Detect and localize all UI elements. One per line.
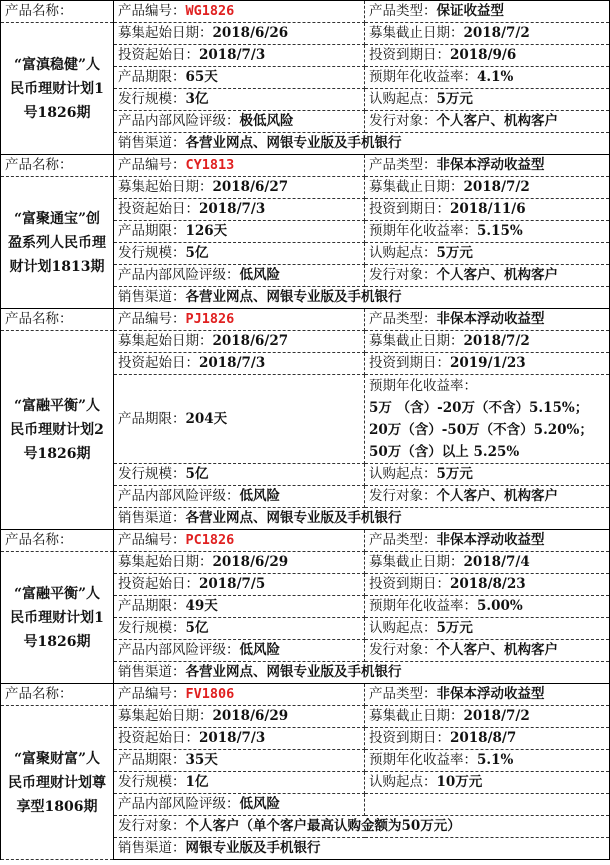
field-label: 投资起始日：	[118, 355, 199, 371]
field-value: 各营业网点、网银专业版及手机银行	[185, 135, 402, 151]
field-cell	[365, 89, 610, 111]
field-value: 5万元	[436, 91, 473, 107]
product-header-row	[1, 155, 610, 177]
field-label: 产品编号：	[118, 3, 186, 19]
field-cell	[365, 552, 610, 574]
field-label: 投资起始日：	[118, 730, 199, 746]
field-label: 产品期限：	[118, 752, 186, 768]
field-value: 5.00%	[477, 598, 523, 614]
field-cell	[114, 838, 610, 860]
field-value: 2018/7/2	[463, 333, 530, 349]
product-code: WG1826	[185, 3, 235, 19]
field-label: 投资起始日：	[118, 47, 199, 63]
field-value: 2018/6/29	[212, 554, 289, 570]
field-label: 募集截止日期：	[369, 333, 464, 349]
field-value: 5万元	[436, 620, 473, 636]
field-label: 认购起点：	[369, 466, 437, 482]
field-label: 发行对象：	[369, 267, 437, 283]
product-type-cell	[365, 155, 610, 177]
field-cell	[114, 486, 365, 508]
field-value: 2018/6/27	[212, 333, 289, 349]
field-value: 2018/7/3	[199, 355, 266, 371]
product-name-label: 产品名称：	[1, 309, 114, 331]
field-value: 网银专业版及手机银行	[185, 840, 321, 856]
field-label: 产品编号：	[118, 311, 186, 327]
rate-tier: 50万（含）以上 5.25%	[369, 444, 520, 460]
field-value: 126天	[185, 223, 228, 239]
field-label: 发行规模：	[118, 466, 186, 482]
field-value: 2018/9/6	[450, 47, 517, 63]
field-value: 各营业网点、网银专业版及手机银行	[185, 664, 402, 680]
product-code-cell	[114, 530, 365, 552]
field-label: 募集起始日期：	[118, 25, 213, 41]
field-label: 销售渠道：	[118, 135, 186, 151]
field-cell	[365, 772, 610, 794]
field-value: 5亿	[185, 620, 209, 636]
field-cell	[114, 67, 365, 89]
field-label: 销售渠道：	[118, 840, 186, 856]
field-cell	[114, 464, 365, 486]
field-label: 发行对象：	[118, 818, 186, 834]
field-value: 10万元	[436, 774, 483, 790]
field-value: 5.15%	[477, 223, 523, 239]
field-label: 产品编号：	[118, 157, 186, 173]
field-label: 销售渠道：	[118, 289, 186, 305]
product-name-label: 产品名称：	[1, 1, 114, 23]
table-row	[1, 23, 610, 45]
product-header-row	[1, 530, 610, 552]
table-body	[1, 1, 610, 860]
field-label: 预期年化收益率：	[369, 69, 477, 85]
field-cell	[114, 133, 610, 155]
product-type-cell	[365, 530, 610, 552]
field-label: 发行规模：	[118, 245, 186, 261]
field-label: 投资到期日：	[369, 576, 450, 592]
field-value: 2018/7/2	[463, 25, 530, 41]
field-cell	[114, 331, 365, 353]
field-value: 极低风险	[239, 113, 294, 129]
field-cell	[365, 221, 610, 243]
field-value: 2018/7/4	[463, 554, 530, 570]
product-code: PJ1826	[185, 311, 235, 327]
field-cell	[365, 728, 610, 750]
field-cell	[114, 89, 365, 111]
field-cell	[114, 596, 365, 618]
field-label: 发行对象：	[369, 488, 437, 504]
field-label: 认购起点：	[369, 91, 437, 107]
field-label: 产品内部风险评级：	[118, 642, 240, 658]
product-type: 非保本浮动收益型	[436, 311, 545, 327]
field-value: 65天	[185, 69, 218, 85]
field-cell	[114, 221, 365, 243]
product-type-cell	[365, 1, 610, 23]
product-header-row	[1, 309, 610, 331]
field-value: 2018/6/27	[212, 179, 289, 195]
field-cell	[365, 199, 610, 221]
product-type: 保证收益型	[436, 3, 504, 19]
field-value: 个人客户、机构客户	[436, 642, 558, 658]
field-label: 募集截止日期：	[369, 708, 464, 724]
field-value: 1亿	[185, 774, 209, 790]
field-label: 预期年化收益率：	[369, 223, 477, 239]
product-title: “富滇稳健”人民币理财计划1号1826期	[1, 23, 114, 155]
field-value: 个人客户（单个客户最高认购金额为50万元）	[185, 818, 461, 834]
field-value: 2018/7/2	[463, 708, 530, 724]
field-cell	[114, 574, 365, 596]
field-value: 2018/8/23	[450, 576, 526, 592]
field-cell	[365, 111, 610, 133]
field-label: 产品编号：	[118, 532, 186, 548]
field-label: 产品类型：	[369, 311, 437, 327]
field-value: 低风险	[239, 488, 280, 504]
table-row	[1, 331, 610, 353]
field-label: 产品期限：	[118, 223, 186, 239]
field-value: 2018/7/2	[463, 179, 530, 195]
field-label: 产品内部风险评级：	[118, 796, 240, 812]
field-value: 2019/1/23	[450, 355, 526, 371]
field-label: 预期年化收益率：	[369, 598, 477, 614]
field-label: 销售渠道：	[118, 664, 186, 680]
field-value: 5亿	[185, 245, 209, 261]
field-label: 投资起始日：	[118, 201, 199, 217]
field-value: 各营业网点、网银专业版及手机银行	[185, 510, 402, 526]
field-cell	[365, 750, 610, 772]
product-title: “富融平衡”人民币理财计划2号1826期	[1, 331, 114, 530]
field-cell	[365, 353, 610, 375]
product-code-cell	[114, 684, 365, 706]
field-label: 产品内部风险评级：	[118, 267, 240, 283]
rate-tier: 20万（含）-50万（不含）5.20%；	[369, 422, 593, 438]
field-cell	[114, 177, 365, 199]
field-label: 产品类型：	[369, 686, 437, 702]
field-label: 投资到期日：	[369, 355, 450, 371]
field-label: 募集截止日期：	[369, 25, 464, 41]
product-title: “富聚财富”人民币理财计划尊享型1806期	[1, 706, 114, 860]
field-cell	[114, 23, 365, 45]
field-value: 2018/7/5	[199, 576, 266, 592]
field-cell	[114, 353, 365, 375]
field-cell	[114, 706, 365, 728]
field-cell	[114, 199, 365, 221]
field-label: 产品类型：	[369, 532, 437, 548]
product-title: “富融平衡”人民币理财计划1号1826期	[1, 552, 114, 684]
field-value: 5万元	[436, 245, 473, 261]
field-value: 204天	[185, 410, 228, 427]
field-label: 发行对象：	[369, 642, 437, 658]
field-label: 产品期限：	[118, 69, 186, 85]
field-label: 投资起始日：	[118, 576, 199, 592]
field-value: 2018/8/7	[450, 730, 517, 746]
field-label: 投资到期日：	[369, 47, 450, 63]
field-cell	[365, 67, 610, 89]
field-cell	[114, 111, 365, 133]
field-cell	[365, 618, 610, 640]
product-code: PC1826	[185, 532, 235, 548]
field-label: 认购起点：	[369, 245, 437, 261]
field-cell	[114, 552, 365, 574]
field-value: 2018/6/29	[212, 708, 289, 724]
field-cell	[365, 23, 610, 45]
product-code-cell	[114, 309, 365, 331]
product-code: FV1806	[185, 686, 235, 702]
field-cell	[114, 265, 365, 287]
field-label: 投资到期日：	[369, 730, 450, 746]
field-value: 49天	[185, 598, 218, 614]
field-label: 发行规模：	[118, 620, 186, 636]
product-code: CY1813	[185, 157, 235, 173]
field-value: 5万元	[436, 466, 473, 482]
product-header-row	[1, 684, 610, 706]
field-value: 个人客户、机构客户	[436, 267, 558, 283]
field-cell	[365, 177, 610, 199]
field-label: 产品类型：	[369, 157, 437, 173]
field-value: 2018/7/3	[199, 47, 266, 63]
field-cell	[114, 750, 365, 772]
field-value: 2018/11/6	[450, 201, 526, 217]
field-value: 2018/7/3	[199, 730, 266, 746]
field-cell	[365, 574, 610, 596]
product-name-label: 产品名称：	[1, 684, 114, 706]
field-label: 预期年化收益率：	[369, 752, 477, 768]
product-name-label: 产品名称：	[1, 530, 114, 552]
field-label: 认购起点：	[369, 620, 437, 636]
field-value: 低风险	[239, 267, 280, 283]
field-label: 预期年化收益率：	[369, 378, 477, 394]
field-value: 3亿	[185, 91, 209, 107]
field-cell	[114, 618, 365, 640]
field-cell	[365, 486, 610, 508]
field-cell	[114, 772, 365, 794]
product-type: 非保本浮动收益型	[436, 686, 545, 702]
field-label: 销售渠道：	[118, 510, 186, 526]
field-cell	[114, 45, 365, 67]
field-cell	[114, 375, 365, 464]
field-value: 个人客户、机构客户	[436, 488, 558, 504]
field-label: 产品期限：	[118, 410, 186, 427]
field-cell	[114, 816, 610, 838]
field-cell	[365, 640, 610, 662]
field-label: 产品类型：	[369, 3, 437, 19]
rate-tier: 5万 （含）-20万（不含）5.15%；	[369, 400, 589, 416]
table-row	[1, 552, 610, 574]
field-cell	[365, 706, 610, 728]
field-label: 产品期限：	[118, 598, 186, 614]
field-cell	[114, 243, 365, 265]
field-cell	[114, 287, 610, 309]
field-cell	[365, 464, 610, 486]
field-cell	[365, 331, 610, 353]
product-name-label: 产品名称：	[1, 155, 114, 177]
field-cell	[365, 794, 610, 816]
product-title: “富聚通宝”创盈系列人民币理财计划1813期	[1, 177, 114, 309]
field-label: 募集起始日期：	[118, 554, 213, 570]
field-value: 个人客户、机构客户	[436, 113, 558, 129]
field-value: 4.1%	[477, 69, 514, 85]
field-cell	[114, 728, 365, 750]
table-row	[1, 177, 610, 199]
field-value: 5亿	[185, 466, 209, 482]
field-cell	[114, 508, 610, 530]
field-label: 发行规模：	[118, 91, 186, 107]
field-value: 2018/7/3	[199, 201, 266, 217]
field-label: 募集起始日期：	[118, 179, 213, 195]
field-value: 5.1%	[477, 752, 514, 768]
field-label: 产品编号：	[118, 686, 186, 702]
field-cell	[114, 794, 365, 816]
product-header-row	[1, 1, 610, 23]
table-row	[1, 706, 610, 728]
field-label: 投资到期日：	[369, 201, 450, 217]
product-code-cell	[114, 155, 365, 177]
field-label: 募集起始日期：	[118, 708, 213, 724]
field-label: 募集截止日期：	[369, 179, 464, 195]
field-cell	[365, 596, 610, 618]
product-type-cell	[365, 309, 610, 331]
field-label: 认购起点：	[369, 774, 437, 790]
field-label: 募集起始日期：	[118, 333, 213, 349]
field-cell	[114, 662, 610, 684]
field-cell	[365, 265, 610, 287]
product-type: 非保本浮动收益型	[436, 157, 545, 173]
field-cell	[365, 45, 610, 67]
product-code-cell	[114, 1, 365, 23]
field-cell	[114, 640, 365, 662]
field-value: 低风险	[239, 642, 280, 658]
field-label: 募集截止日期：	[369, 554, 464, 570]
field-label: 产品内部风险评级：	[118, 488, 240, 504]
product-type: 非保本浮动收益型	[436, 532, 545, 548]
field-label: 产品内部风险评级：	[118, 113, 240, 129]
product-type-cell	[365, 684, 610, 706]
field-value: 各营业网点、网银专业版及手机银行	[185, 289, 402, 305]
field-cell	[365, 375, 610, 464]
field-label: 发行对象：	[369, 113, 437, 129]
field-value: 2018/6/26	[212, 25, 289, 41]
field-value: 低风险	[239, 796, 280, 812]
field-label: 发行规模：	[118, 774, 186, 790]
field-value: 35天	[185, 752, 218, 768]
field-cell	[365, 243, 610, 265]
